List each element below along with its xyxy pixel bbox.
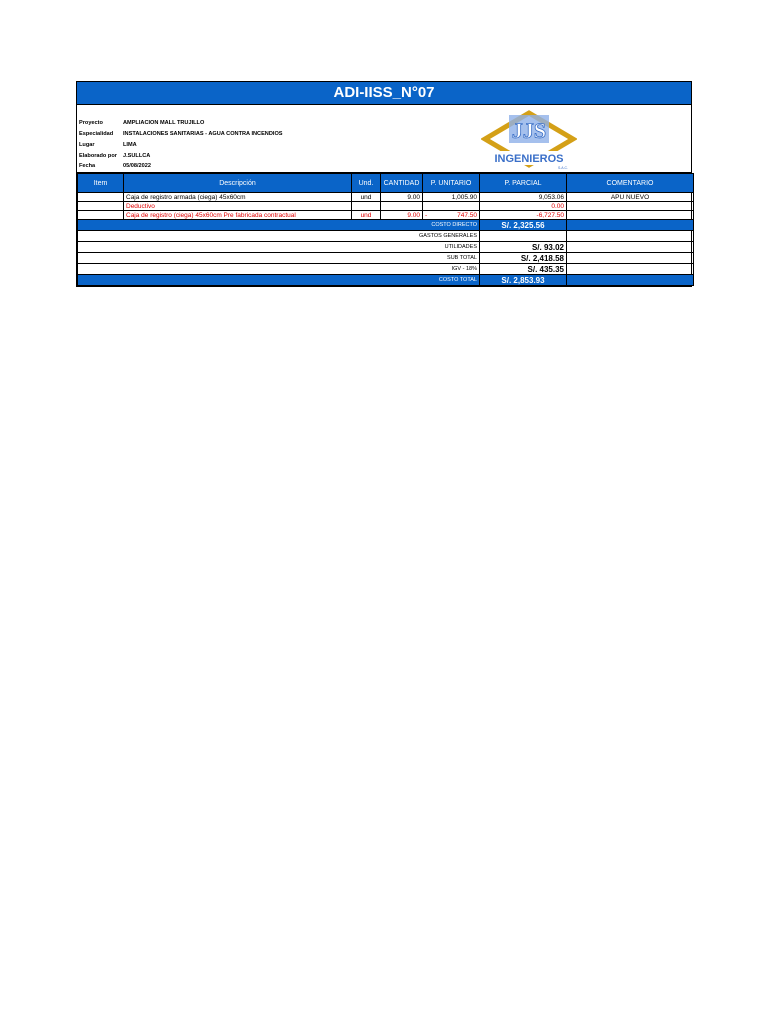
cell-und — [352, 202, 381, 211]
col-descripcion: Descripción — [124, 174, 352, 193]
col-und: Und. — [352, 174, 381, 193]
cell-cantidad — [381, 202, 423, 211]
info-label: Especialidad — [79, 131, 114, 137]
unitario-value: 747.50 — [457, 211, 477, 219]
info-value: J.SULLCA — [123, 153, 151, 159]
budget-table — [77, 173, 694, 286]
subtotal-value: S/. 2,418.58 — [480, 253, 567, 264]
costo-directo-label: COSTO DIRECTO — [78, 220, 480, 231]
costo-total-row — [78, 275, 694, 286]
igv-value: S/. 435.35 — [480, 264, 567, 275]
cell-und: und — [352, 193, 381, 202]
info-fecha — [79, 163, 151, 169]
cell-item — [78, 211, 124, 220]
budget-sheet — [76, 81, 692, 287]
logo-name: INGENIEROS — [494, 153, 564, 165]
subtotal-label: SUB TOTAL — [78, 253, 480, 264]
cell-parcial: 9,053.06 — [480, 193, 567, 202]
table-row — [78, 202, 694, 211]
igv-row — [78, 264, 694, 275]
minus-sign: - — [425, 211, 428, 219]
subtotal-empty — [567, 253, 694, 264]
cell-cantidad: 9.00 — [381, 193, 423, 202]
info-label: Fecha — [79, 163, 96, 169]
cell-cantidad: 9.00 — [381, 211, 423, 220]
costo-total-value: S/. 2,853.93 — [480, 275, 567, 286]
cell-item — [78, 193, 124, 202]
info-value: AMPLIACION MALL TRUJILLO — [123, 120, 205, 126]
cell-parcial: 0.00 — [480, 202, 567, 211]
table-header — [78, 174, 694, 193]
col-item: Item — [78, 174, 124, 193]
cell-comentario — [567, 202, 694, 211]
info-value: INSTALACIONES SANITARIAS - AGUA CONTRA INCENDIOS — [123, 131, 283, 137]
cell-parcial: -6,727.50 — [480, 211, 567, 220]
info-value: LIMA — [123, 142, 137, 148]
cell-unitario — [423, 211, 480, 220]
cell-descripcion: Caja de registro armada (ciega) 45x60cm — [124, 193, 352, 202]
costo-directo-value: S/. 2,325.56 — [480, 220, 567, 231]
col-cantidad: CANTIDAD — [381, 174, 423, 193]
gastos-row — [78, 231, 694, 242]
igv-empty — [567, 264, 694, 275]
sheet-title: ADI-IISS_N°07 — [77, 82, 691, 105]
costo-directo-empty — [567, 220, 694, 231]
cell-unitario: 1,005.90 — [423, 193, 480, 202]
gastos-label: GASTOS GENERALES — [78, 231, 480, 242]
project-info — [77, 105, 691, 173]
utilidades-row — [78, 242, 694, 253]
cell-descripcion: Deductivo — [124, 202, 352, 211]
costo-directo-row — [78, 220, 694, 231]
costo-total-label: COSTO TOTAL — [78, 275, 480, 286]
col-comentario: COMENTARIO — [567, 174, 694, 193]
info-proyecto — [79, 120, 204, 126]
gastos-value — [480, 231, 567, 242]
gastos-empty — [567, 231, 694, 242]
cell-und: und — [352, 211, 381, 220]
info-elaborado — [79, 153, 150, 159]
col-parcial: P. PARCIAL — [480, 174, 567, 193]
utilidades-empty — [567, 242, 694, 253]
logo-suffix: S.A.C. — [557, 166, 569, 170]
info-value: 05/08/2022 — [123, 163, 151, 169]
cell-comentario: APU NUEVO — [567, 193, 694, 202]
cell-item — [78, 202, 124, 211]
logo-letters: JJS — [511, 118, 547, 143]
info-label: Elaborado por — [79, 153, 117, 159]
subtotal-row — [78, 253, 694, 264]
cell-unitario — [423, 202, 480, 211]
company-logo — [481, 109, 577, 171]
table-row — [78, 211, 694, 220]
table-row — [78, 193, 694, 202]
info-lugar — [79, 142, 137, 148]
info-label: Proyecto — [79, 120, 103, 126]
costo-total-empty — [567, 275, 694, 286]
info-label: Lugar — [79, 142, 95, 148]
cell-descripcion: Caja de registro (ciega) 45x60cm Pre fabricada contractual — [124, 211, 352, 220]
igv-label: IGV - 18% — [78, 264, 480, 275]
utilidades-label: UTILIDADES — [78, 242, 480, 253]
col-unitario: P. UNITARIO — [423, 174, 480, 193]
info-especialidad — [79, 131, 283, 137]
cell-comentario — [567, 211, 694, 220]
utilidades-value: S/. 93.02 — [480, 242, 567, 253]
